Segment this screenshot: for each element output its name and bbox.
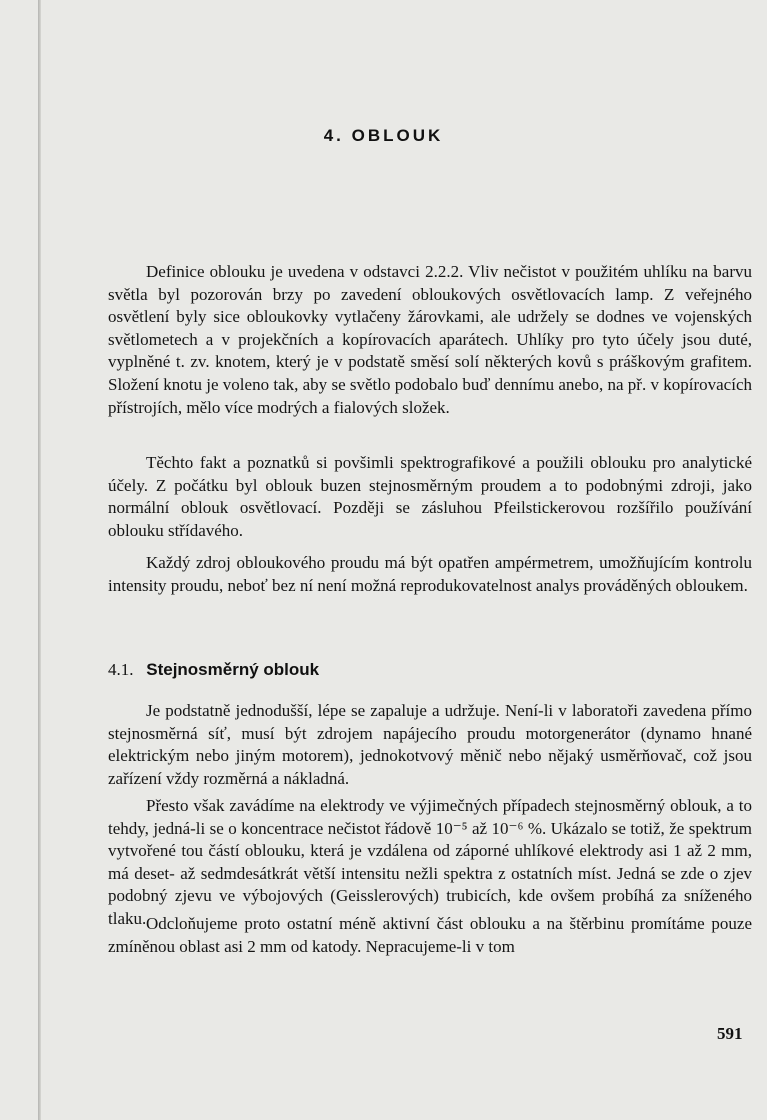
- section-paragraph-2: [108, 795, 752, 931]
- section-title: Stejnosměrný oblouk: [146, 660, 320, 679]
- paragraph-text: Přesto však zavádíme na elektrody ve výjimečných případech stejnosměrný oblouk, a to tehdy, jedná-li se o koncentrace nečistot řádově 10⁻⁵ až 10⁻⁶ %. Ukázalo se totiž, že spektrum vytvořené tou částí oblouku, která je vzdálena od záporné uhlíkové elektrody asi 1 až 2 mm, má deset- až sedmdesátkrát větší intensitu nežli spektra z ostatních míst. Jedná se zde o zjev podobný zjevu ve výbojových (Geisslerových) trubicích, kde ovšem probíhá za sníženého tlaku.: [108, 796, 752, 928]
- chapter-title: 4. OBLOUK: [323, 126, 444, 145]
- section-number: 4.1.: [108, 660, 134, 679]
- page-number: 591: [717, 1024, 743, 1043]
- paragraph-text: Je podstatně jednodušší, lépe se zapaluje a udržuje. Není-li v laboratoři zavedena přímo stejnosměrná síť, musí být zdrojem napájecího proudu motorgenerátor (dynamo hnané elektrickým nebo jiným motorem), jednokotvový měnič nebo nějaký usměrňovač, což jsou zařízení vždy rozměrná a nákladná.: [108, 701, 752, 788]
- intro-paragraph-1: [108, 261, 752, 419]
- section-heading: [108, 660, 319, 680]
- section-paragraph-3: [108, 913, 752, 958]
- paragraph-text: Odcloňujeme proto ostatní méně aktivní část oblouku a na štěrbinu promítáme pouze zmíněnou oblast asi 2 mm od katody. Nepracujeme-li v tom: [108, 914, 752, 956]
- section-paragraph-1: [108, 700, 752, 790]
- paragraph-text: Definice oblouku je uvedena v odstavci 2.2.2. Vliv nečistot v použitém uhlíku na barvu světla byl pozorován brzy po zavedení obloukových osvětlovacích lamp. Z veřejného osvětlení byly sice obloukovky vytlačeny žárovkami, ale udržely se dodnes ve vojenských světlometech a v projekčních a kopírovacích aparátech. Uhlíky pro tyto účely jsou duté, vyplněné t. zv. knotem, který je v podstatě směsí solí některých kovů s práškovým grafitem. Složení knotu je voleno tak, aby se světlo podobalo buď dennímu anebo, na př. v kopírovacích přístrojích, mělo více modrých a fialových složek.: [108, 262, 752, 417]
- paragraph-text: Každý zdroj obloukového proudu má být opatřen ampérmetrem, umožňujícím kontrolu intensity proudu, neboť bez ní není možná reprodukovatelnost analys prováděných obloukem.: [108, 553, 752, 595]
- paragraph-text: Těchto fakt a poznatků si povšimli spektrografikové a použili oblouku pro analytické účely. Z počátku byl oblouk buzen stejnosměrným proudem a to podobnými zdroji, jako normální oblouk osvětlovací. Později se zásluhou Pfeilstickerovou rozšířilo používání oblouku střídavého.: [108, 453, 752, 540]
- intro-paragraph-3: [108, 552, 752, 597]
- intro-paragraph-2: [108, 452, 752, 542]
